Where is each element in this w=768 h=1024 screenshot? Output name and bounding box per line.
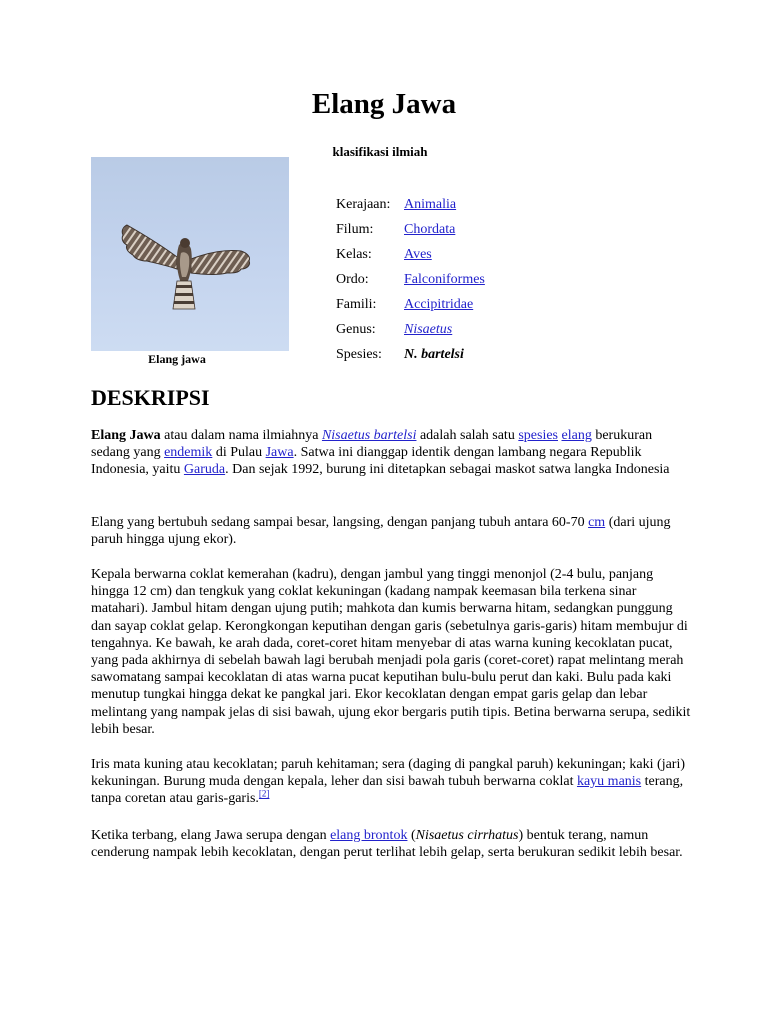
paragraph-plumage: Kepala berwarna coklat kemerahan (kadru), dengan jambul yang tinggi menonjol (2-4 bulu, panjang hingga 12 cm) dan tengkuk yang coklat kekuningan (kadang nampak keemasan bila terkena sinar matahari). Jambul hitam dengan ujung putih; mahkota dan kumis berwarna hitam, sedangkan punggung dan sayap coklat gelap. Kerongkongan keputihan dengan garis (sebetulnya garis-garis) hitam membujur di tengahnya. Ke bawah, ke arah dada, coret-coret hitam menyebar di atas warna kuning kecoklatan pucat, yang pada akhirnya di sebelah bawah lagi berubah menjadi pola garis (coret-coret) rapat melintang merah sawomatang sampai kecoklatan di atas warna pucat keputihan bulu-bulu perut dan kaki. Bulu pada kaki menutup tungkai hingga dekat ke pangkal jari. Ekor kecoklatan dengan empat garis gelap dan lebar melintang yang nampak jelas di sisi bawah, ujung ekor bergaris putih tipis. Betina berwarna serupa, sedikit lebih besar.	[91, 567, 691, 737]
text: Elang yang bertubuh sedang sampai besar, langsing, dengan panjang tubuh antara 60-70	[91, 515, 589, 530]
text: atau dalam nama ilmiahnya	[160, 428, 322, 443]
italic-term: Nisaetus cirrhatus	[415, 828, 519, 843]
taxo-link-nisaetus[interactable]: Nisaetus	[404, 322, 453, 337]
link-cm[interactable]: cm	[588, 515, 606, 530]
taxo-row-kerajaan	[336, 197, 456, 213]
taxo-label: Kerajaan:	[336, 197, 391, 212]
page-title: Elang Jawa	[311, 88, 457, 120]
text: Iris mata kuning atau kecoklatan; paruh kehitaman; sera (daging di pangkal paruh) kekuningan; kaki (jari) kekuningan. Burung muda dengan kepala, leher dan sisi bawah tubuh berwarna coklat	[91, 757, 686, 790]
eagle-silhouette-icon	[91, 157, 289, 351]
paragraph-flight	[91, 827, 691, 861]
eagle-photo	[91, 157, 289, 351]
taxo-label: Genus:	[336, 322, 376, 337]
taxo-row-spesies	[336, 347, 464, 363]
text: (dari ujung paruh hingga ujung ekor).	[91, 515, 671, 548]
section-title: DESKRIPSI	[91, 385, 210, 410]
text: . Satwa ini dianggap identik dengan lambang negara Republik Indonesia, yaitu	[91, 445, 642, 478]
text: terang, tanpa coretan atau garis-garis.	[91, 774, 684, 807]
paragraph-iris	[91, 756, 691, 808]
text: ) bentuk terang, namun cenderung nampak lebih kecoklatan, dengan perut terlihat lebih gelap, serta berukuran sedikit lebih besar.	[91, 828, 683, 861]
taxo-link-aves[interactable]: Aves	[404, 247, 432, 262]
paragraph-size	[91, 514, 691, 548]
taxo-label: Famili:	[336, 297, 377, 312]
taxo-label: Ordo:	[336, 272, 369, 287]
bold-term: Elang Jawa	[91, 428, 161, 443]
taxo-row-genus	[336, 322, 452, 338]
text: . Dan sejak 1992, burung ini ditetapkan sebagai maskot satwa langka Indonesia	[225, 462, 670, 478]
link-elang-brontok[interactable]: elang brontok	[330, 828, 408, 843]
link-endemik[interactable]: endemik	[164, 445, 213, 461]
paragraph-intro	[91, 427, 691, 479]
taxo-link-falconiformes[interactable]: Falconiformes	[404, 272, 485, 287]
link-elang[interactable]: elang	[561, 428, 592, 443]
classification-heading: klasifikasi ilmiah	[332, 144, 428, 159]
taxo-link-animalia[interactable]: Animalia	[404, 197, 457, 212]
link-spesies[interactable]: spesies	[518, 428, 558, 443]
link-kayu-manis[interactable]: kayu manis	[576, 774, 642, 790]
text: Ketika terbang, elang Jawa serupa dengan	[91, 828, 331, 843]
text: di Pulau	[212, 445, 266, 461]
taxo-row-filum	[336, 222, 455, 238]
text: adalah salah satu	[416, 428, 519, 443]
taxo-label: Kelas:	[336, 247, 372, 262]
reference-link[interactable]: [2]	[258, 788, 270, 799]
text: (	[407, 828, 416, 843]
taxo-row-ordo	[336, 272, 485, 288]
taxo-row-famili	[336, 297, 473, 313]
taxo-link-accipitridae[interactable]: Accipitridae	[404, 297, 474, 312]
taxo-row-kelas	[336, 247, 432, 263]
taxo-label: Filum:	[336, 222, 374, 237]
link-nisaetus-bartelsi[interactable]: Nisaetus bartelsi	[321, 428, 417, 443]
link-garuda[interactable]: Garuda	[183, 462, 226, 478]
taxo-link-chordata[interactable]: Chordata	[404, 222, 456, 237]
species-name: N. bartelsi	[404, 347, 464, 362]
image-caption: Elang jawa	[148, 352, 206, 366]
link-jawa[interactable]: Jawa	[265, 445, 294, 461]
text: berukuran sedang yang	[91, 428, 653, 461]
taxo-label: Spesies:	[336, 347, 382, 362]
